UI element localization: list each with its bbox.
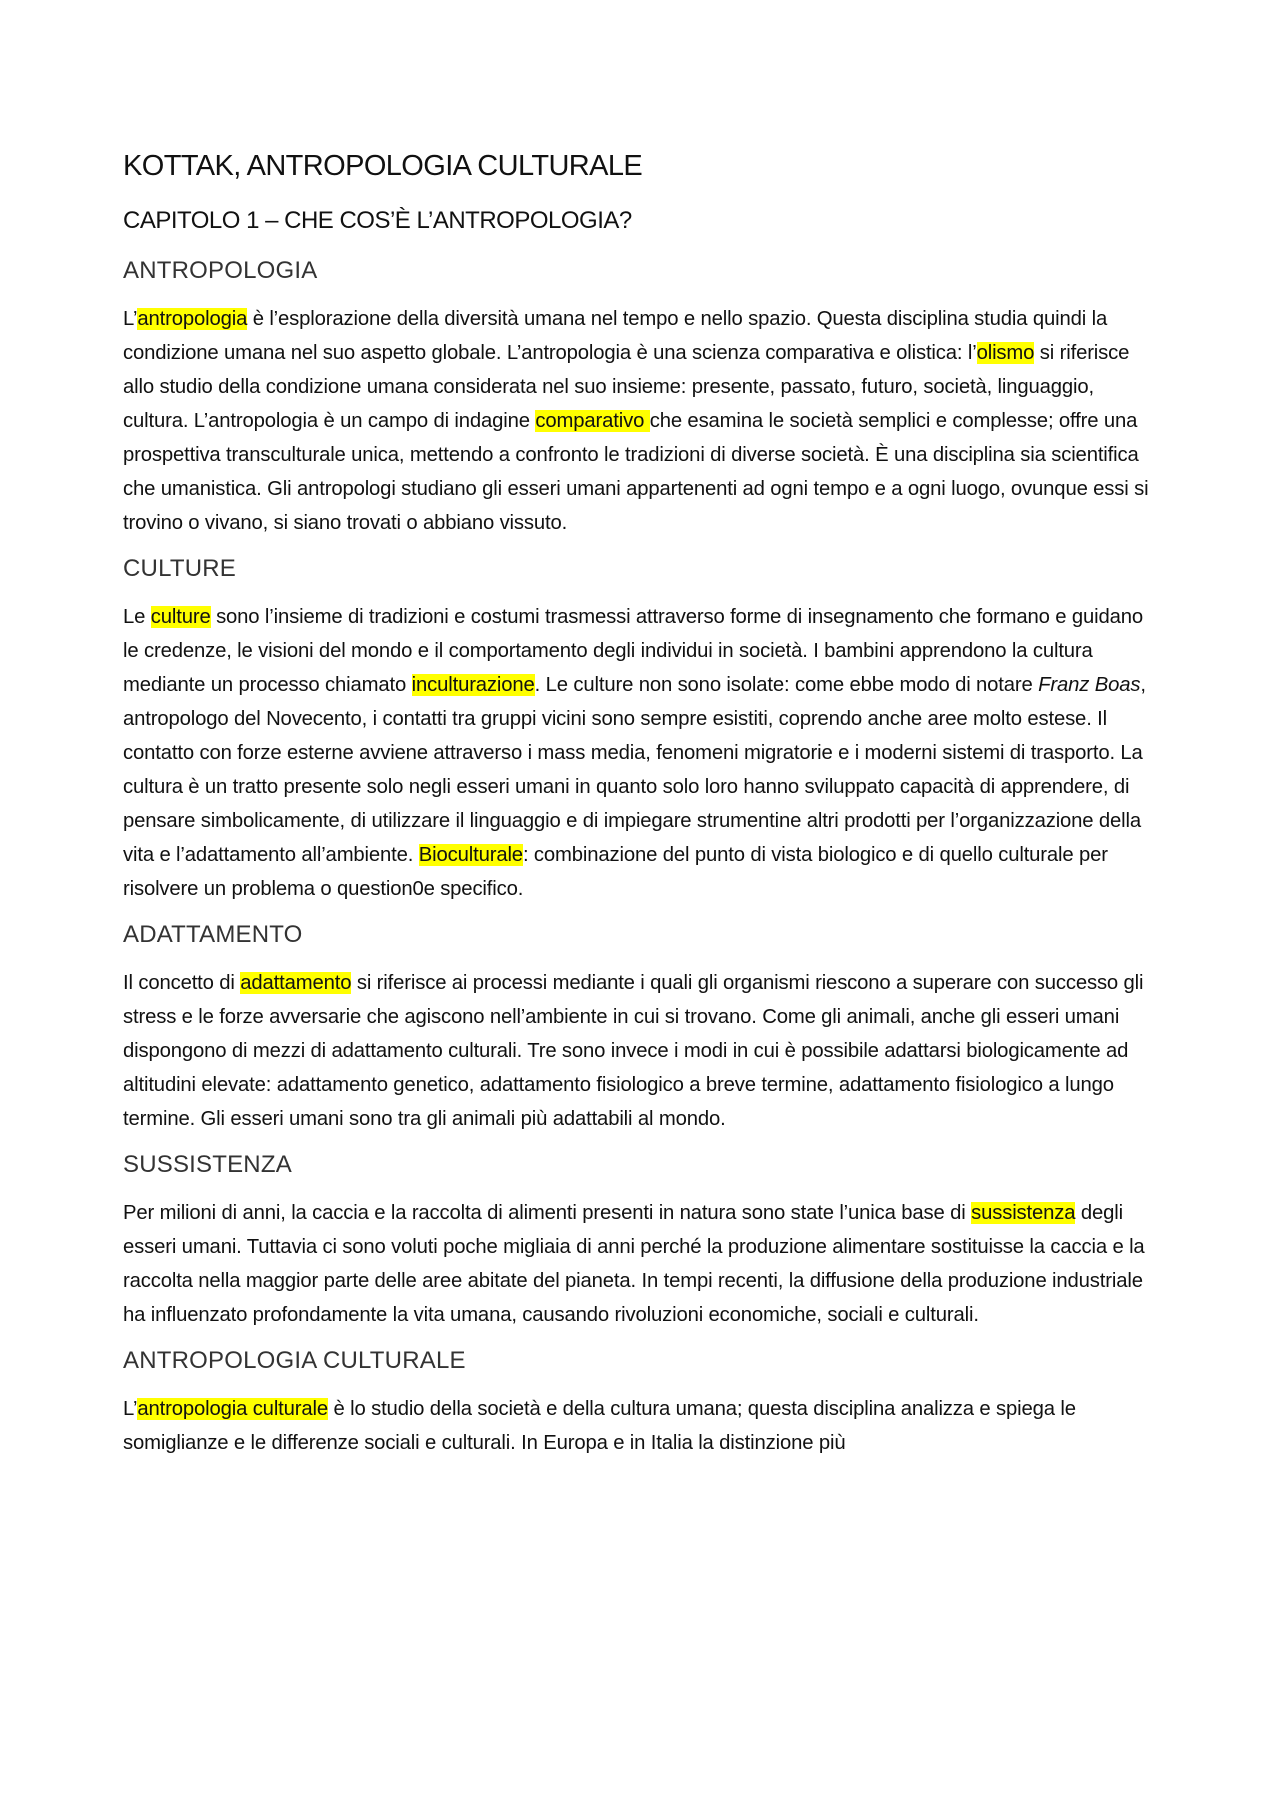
paragraph-sussistenza [123,1196,1163,1332]
text-run: Per milioni di anni, la caccia e la raccolta di alimenti presenti in natura sono state l’unica base di [123,1202,972,1224]
text-run: : combinazione del punto di vista biologico e di quello culturale per risolvere un problema o question0e specifico. [123,844,1108,900]
text-run: Le [123,606,151,628]
text-run: si riferisce ai processi mediante i quali gli organismi riescono a superare con successo gli stress e le forze avversarie che agiscono nell’ambiente in cui si trovano. Come gli animali, anche gli esseri umani dispongono di mezzi di adattamento culturali. Tre sono invece i modi in cui è possibile adattarsi biologicamente ad altitudini elevate: adattamento genetico, adattamento fisiologico a breve termine, adattamento fisiologico a lungo termine. Gli esseri umani sono tra gli animali più adattabili al mondo. [123,972,1144,1130]
paragraph-culture [123,600,1163,906]
text-run: è l’esplorazione della diversità umana nel tempo e nello spazio. Questa disciplina studia quindi la condizione umana nel suo aspetto globale. L’antropologia è una scienza comparativa e olistica: l’ [123,308,1108,364]
paragraph-adattamento [123,966,1163,1136]
section-heading-antropologia-culturale: ANTROPOLOGIA CULTURALE [123,1347,466,1374]
text-run: sono l’insieme di tradizioni e costumi trasmessi attraverso forme di insegnamento che formano e guidano le credenze, le visioni del mondo e il comportamento degli individui in società. I bambini apprendono la cultura mediante un processo chiamato [123,606,1144,696]
highlighted-term: culture [150,606,211,628]
document-title: KOTTAK, ANTROPOLOGIA CULTURALE [123,150,643,182]
text-run: è lo studio della società e della cultura umana; questa disciplina analizza e spiega le somiglianze e le differenze sociali e culturali. In Europa e in Italia la distinzione più [123,1398,1076,1454]
document-content [123,148,1163,1474]
italic-name: Franz Boas [1038,674,1141,696]
chapter-title: CAPITOLO 1 – CHE COS’È L’ANTROPOLOGIA? [123,207,632,234]
highlighted-term: adattamento [240,972,352,994]
text-run: si riferisce allo studio della condizione umana considerata nel suo insieme: presente, passato, futuro, società, linguaggio, cultura. L’antropologia è un campo di indagine [123,342,1130,432]
text-run: che esamina le società semplici e complesse; offre una prospettiva transculturale unica, mettendo a confronto le tradizioni di diverse società. È una disciplina sia scientifica che umanistica. Gli antropologi studiano gli esseri umani appartenenti ad ogni tempo e a ogni luogo, ovunque essi si trovino o vivano, si siano trovati o abbiano vissuto. [123,410,1149,534]
text-run: L’ [123,308,138,330]
text-run: . Le culture non sono isolate: come ebbe modo di notare [534,674,1039,696]
section-heading-sussistenza: SUSSISTENZA [123,1151,292,1178]
highlighted-term: sussistenza [971,1202,1076,1224]
section-heading-adattamento: ADATTAMENTO [123,921,303,948]
text-run: degli esseri umani. Tuttavia ci sono voluti poche migliaia di anni perché la produzione alimentare sostituisse la caccia e la raccolta nella maggior parte delle aree abitate del pianeta. In tempi recenti, la diffusione della produzione industriale ha influenzato profondamente la vita umana, causando rivoluzioni economiche, sociali e culturali. [123,1202,1145,1326]
text-run: , antropologo del Novecento, i contatti tra gruppi vicini sono sempre esistiti, coprendo anche aree molto estese. Il contatto con forze esterne avviene attraverso i mass media, fenomeni migratorie e i moderni sistemi di trasporto. La cultura è un tratto presente solo negli esseri umani in quanto solo loro hanno sviluppato capacità di apprendere, di pensare simbolicamente, di utilizzare il linguaggio e di impiegare strumentine altri prodotti per l’organizzazione della vita e l’adattamento all’ambiente. [123,674,1146,866]
highlighted-term: comparativo [535,410,650,432]
paragraph-antropologia-culturale [123,1392,1163,1460]
section-heading-culture: CULTURE [123,555,236,582]
highlighted-term: olismo [976,342,1035,364]
paragraph-antropologia [123,302,1163,540]
text-run: L’ [123,1398,138,1420]
highlighted-term: Bioculturale [418,844,523,866]
highlighted-term: inculturazione [411,674,535,696]
text-run: Il concetto di [123,972,241,994]
highlighted-term: antropologia [137,308,248,330]
section-heading-antropologia: ANTROPOLOGIA [123,257,318,284]
highlighted-term: antropologia culturale [137,1398,329,1420]
